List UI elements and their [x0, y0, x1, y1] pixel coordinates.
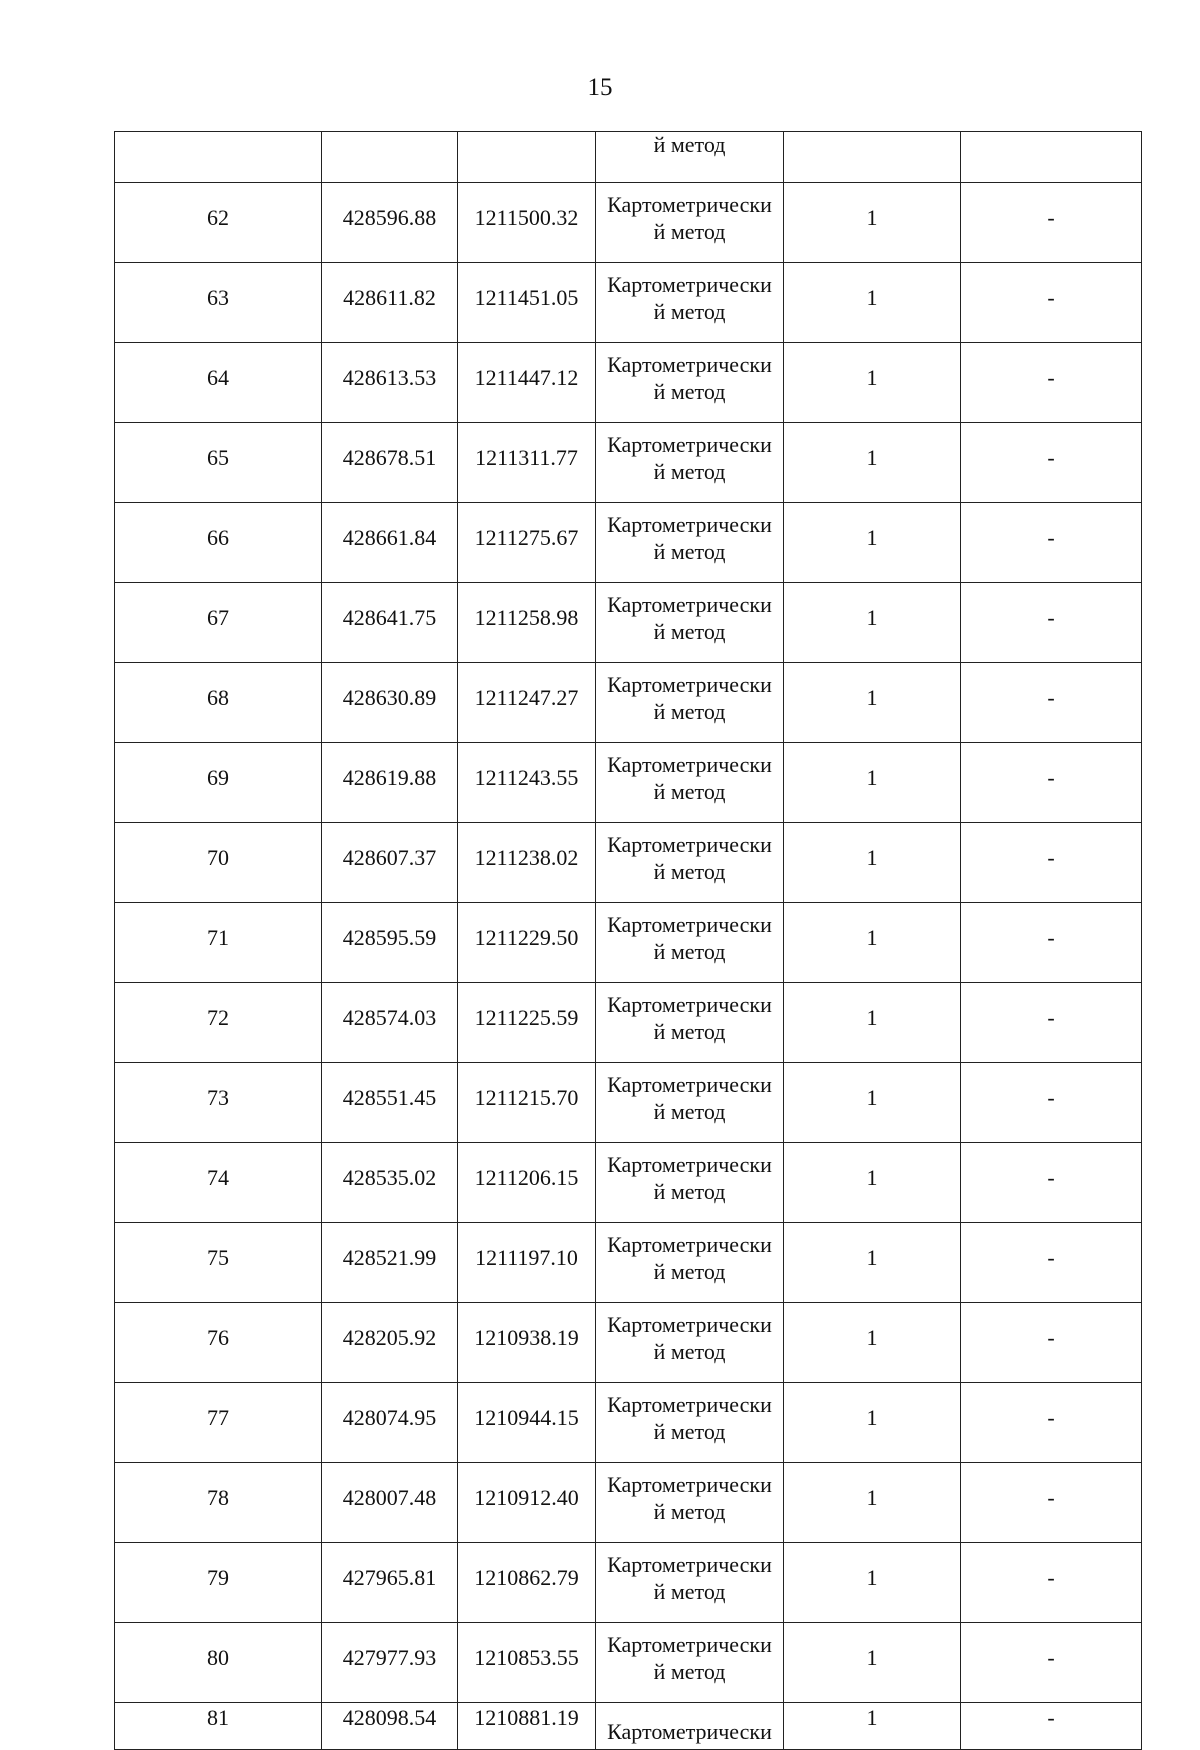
method-line-1: Картометрически [607, 1551, 772, 1577]
method-line-2: й метод [653, 1498, 726, 1524]
table-row [115, 503, 1142, 583]
method-line-1: Картометрически [607, 1391, 772, 1417]
cell-x: 428641.75 [322, 583, 458, 663]
method-line-1: Картометрически [607, 271, 772, 297]
cell-note: - [961, 1303, 1142, 1383]
cell-x: 427977.93 [322, 1623, 458, 1703]
method-line-2: й метод [653, 378, 726, 404]
cell-y: 1210853.55 [458, 1623, 596, 1703]
cell-num: 69 [115, 743, 322, 823]
cell-precision: 1 [784, 983, 961, 1063]
table-row [115, 1303, 1142, 1383]
cell-precision: 1 [784, 1223, 961, 1303]
cell-precision: 1 [784, 1063, 961, 1143]
page-number: 15 [587, 74, 613, 101]
table-row [115, 343, 1142, 423]
cell-x: 428098.54 [322, 1703, 458, 1750]
cell-x: 428574.03 [322, 983, 458, 1063]
cell-precision: 1 [784, 903, 961, 983]
cell-x: 428535.02 [322, 1143, 458, 1223]
cell-method [596, 263, 784, 343]
method-line-2: й метод [653, 778, 726, 804]
cell-precision: 1 [784, 663, 961, 743]
cell-y: 1211447.12 [458, 343, 596, 423]
cell-y: 1210938.19 [458, 1303, 596, 1383]
method-line-1: Картометрически [607, 431, 772, 457]
cell-note: - [961, 503, 1142, 583]
cell-x: 428619.88 [322, 743, 458, 823]
method-line-2: й метод [653, 1418, 726, 1444]
method-line-2: й метод [653, 1338, 726, 1364]
cell-note: - [961, 743, 1142, 823]
cell-precision: 1 [784, 503, 961, 583]
cell-note: - [961, 1463, 1142, 1543]
cell-method: й метод [596, 132, 784, 183]
method-line-2: й метод [653, 1658, 726, 1684]
cell-y: 1211311.77 [458, 423, 596, 503]
cell-precision: 1 [784, 1623, 961, 1703]
continuation-row [115, 132, 1142, 183]
method-line-2: й метод [653, 858, 726, 884]
table-row [115, 1623, 1142, 1703]
cell-note: - [961, 263, 1142, 343]
cell-method [596, 343, 784, 423]
table-row [115, 1543, 1142, 1623]
cell-x: 428678.51 [322, 423, 458, 503]
method-line-1: Картометрически [607, 591, 772, 617]
table-row [115, 983, 1142, 1063]
cell-method [596, 983, 784, 1063]
method-line-1: Картометрически [607, 751, 772, 777]
cell-num: 63 [115, 263, 322, 343]
cell-num: 71 [115, 903, 322, 983]
cell-precision: 1 [784, 1703, 961, 1750]
table-row [115, 663, 1142, 743]
cell-x: 428607.37 [322, 823, 458, 903]
method-line-1: Картометрически [607, 1151, 772, 1177]
cell-num: 64 [115, 343, 322, 423]
cell-method [596, 1063, 784, 1143]
cell-y: 1211451.05 [458, 263, 596, 343]
method-line-1: Картометрически [607, 1231, 772, 1257]
cell-x: 428613.53 [322, 343, 458, 423]
cell-note: - [961, 343, 1142, 423]
cell-num: 80 [115, 1623, 322, 1703]
cell-note: - [961, 583, 1142, 663]
cell-method [596, 1623, 784, 1703]
cell-num: 74 [115, 1143, 322, 1223]
cell-y: 1211247.27 [458, 663, 596, 743]
method-line-1: Картометрически [607, 1631, 772, 1657]
cell-y [458, 132, 596, 183]
cell-precision [784, 132, 961, 183]
cell-method: Картометрически [596, 1703, 784, 1750]
cell-x: 428596.88 [322, 183, 458, 263]
cell-note: - [961, 1623, 1142, 1703]
cell-x [322, 132, 458, 183]
cell-precision: 1 [784, 1303, 961, 1383]
table-body [115, 132, 1142, 1750]
cell-x: 428630.89 [322, 663, 458, 743]
table-row [115, 1223, 1142, 1303]
table-row [115, 1463, 1142, 1543]
cell-y: 1211238.02 [458, 823, 596, 903]
cell-num: 77 [115, 1383, 322, 1463]
cell-x: 428521.99 [322, 1223, 458, 1303]
cell-y: 1211275.67 [458, 503, 596, 583]
cell-note: - [961, 1143, 1142, 1223]
cell-note: - [961, 1383, 1142, 1463]
cell-num: 73 [115, 1063, 322, 1143]
table-row [115, 263, 1142, 343]
cell-num: 75 [115, 1223, 322, 1303]
cell-method [596, 423, 784, 503]
cell-y: 1211243.55 [458, 743, 596, 823]
cell-x: 428074.95 [322, 1383, 458, 1463]
cell-precision: 1 [784, 1143, 961, 1223]
cell-note: - [961, 1063, 1142, 1143]
table-row [115, 1143, 1142, 1223]
cell-x: 428007.48 [322, 1463, 458, 1543]
method-line-1: Картометрически [607, 1471, 772, 1497]
method-line-2: й метод [653, 618, 726, 644]
method-line-2: й метод [653, 538, 726, 564]
method-line-2: й метод [653, 458, 726, 484]
cell-y: 1211215.70 [458, 1063, 596, 1143]
cell-precision: 1 [784, 583, 961, 663]
cell-method [596, 663, 784, 743]
cell-y: 1211197.10 [458, 1223, 596, 1303]
method-line-2: й метод [653, 1018, 726, 1044]
cell-method [596, 1383, 784, 1463]
cell-num: 78 [115, 1463, 322, 1543]
cell-num [115, 132, 322, 183]
cell-num: 66 [115, 503, 322, 583]
cell-y: 1211229.50 [458, 903, 596, 983]
method-line-1: Картометрически [607, 1311, 772, 1337]
method-line-2: й метод [653, 698, 726, 724]
cell-y: 1211206.15 [458, 1143, 596, 1223]
table-row [115, 583, 1142, 663]
cell-num: 65 [115, 423, 322, 503]
table-row [115, 423, 1142, 503]
cell-num: 70 [115, 823, 322, 903]
method-line-2: й метод [653, 938, 726, 964]
table-row [115, 183, 1142, 263]
cell-x: 428661.84 [322, 503, 458, 583]
method-line-1: Картометрически [607, 671, 772, 697]
table-row [115, 823, 1142, 903]
cell-x: 427965.81 [322, 1543, 458, 1623]
cell-num: 67 [115, 583, 322, 663]
cell-note: - [961, 1703, 1142, 1750]
cell-method [596, 1223, 784, 1303]
cell-precision: 1 [784, 1543, 961, 1623]
cell-y: 1210912.40 [458, 1463, 596, 1543]
method-line-1: Картометрически [607, 351, 772, 377]
cell-num: 76 [115, 1303, 322, 1383]
table-row [115, 903, 1142, 983]
method-line-2: й метод [653, 1578, 726, 1604]
cell-num: 62 [115, 183, 322, 263]
cell-x: 428611.82 [322, 263, 458, 343]
method-line-2: й метод [653, 1258, 726, 1284]
cell-note: - [961, 903, 1142, 983]
cell-precision: 1 [784, 1463, 961, 1543]
method-line-1: Картометрически [607, 911, 772, 937]
method-line-1: Картометрически [607, 991, 772, 1017]
cell-precision: 1 [784, 1383, 961, 1463]
cell-note: - [961, 183, 1142, 263]
cell-method [596, 583, 784, 663]
cell-precision: 1 [784, 183, 961, 263]
method-line-1: Картометрически [607, 1071, 772, 1097]
cell-method [596, 183, 784, 263]
cell-precision: 1 [784, 423, 961, 503]
cell-y: 1210862.79 [458, 1543, 596, 1623]
table-row [115, 1703, 1142, 1750]
cell-x: 428595.59 [322, 903, 458, 983]
cell-method [596, 823, 784, 903]
cell-method [596, 743, 784, 823]
cell-num: 79 [115, 1543, 322, 1623]
cell-method [596, 1303, 784, 1383]
cell-note [961, 132, 1142, 183]
cell-method [596, 1143, 784, 1223]
cell-note: - [961, 423, 1142, 503]
cell-precision: 1 [784, 743, 961, 823]
method-line-2: й метод [653, 298, 726, 324]
cell-method [596, 1463, 784, 1543]
cell-method [596, 1543, 784, 1623]
cell-num: 68 [115, 663, 322, 743]
coordinates-table [114, 131, 1142, 1750]
cell-x: 428551.45 [322, 1063, 458, 1143]
cell-note: - [961, 823, 1142, 903]
cell-precision: 1 [784, 823, 961, 903]
cell-note: - [961, 983, 1142, 1063]
cell-note: - [961, 1543, 1142, 1623]
table-row [115, 1383, 1142, 1463]
cell-note: - [961, 1223, 1142, 1303]
cell-precision: 1 [784, 343, 961, 423]
table-row [115, 743, 1142, 823]
cell-y: 1211225.59 [458, 983, 596, 1063]
method-line-1: Картометрически [607, 831, 772, 857]
method-line-2: й метод [653, 1098, 726, 1124]
cell-num: 81 [115, 1703, 322, 1750]
method-line-2: й метод [653, 1178, 726, 1204]
cell-precision: 1 [784, 263, 961, 343]
cell-y: 1210881.19 [458, 1703, 596, 1750]
cell-y: 1210944.15 [458, 1383, 596, 1463]
cell-note: - [961, 663, 1142, 743]
cell-x: 428205.92 [322, 1303, 458, 1383]
cell-y: 1211258.98 [458, 583, 596, 663]
cell-method [596, 503, 784, 583]
table-row [115, 1063, 1142, 1143]
cell-num: 72 [115, 983, 322, 1063]
cell-method [596, 903, 784, 983]
method-line-1: Картометрически [607, 511, 772, 537]
method-line-1: Картометрически [607, 191, 772, 217]
method-line-2: й метод [653, 218, 726, 244]
cell-y: 1211500.32 [458, 183, 596, 263]
